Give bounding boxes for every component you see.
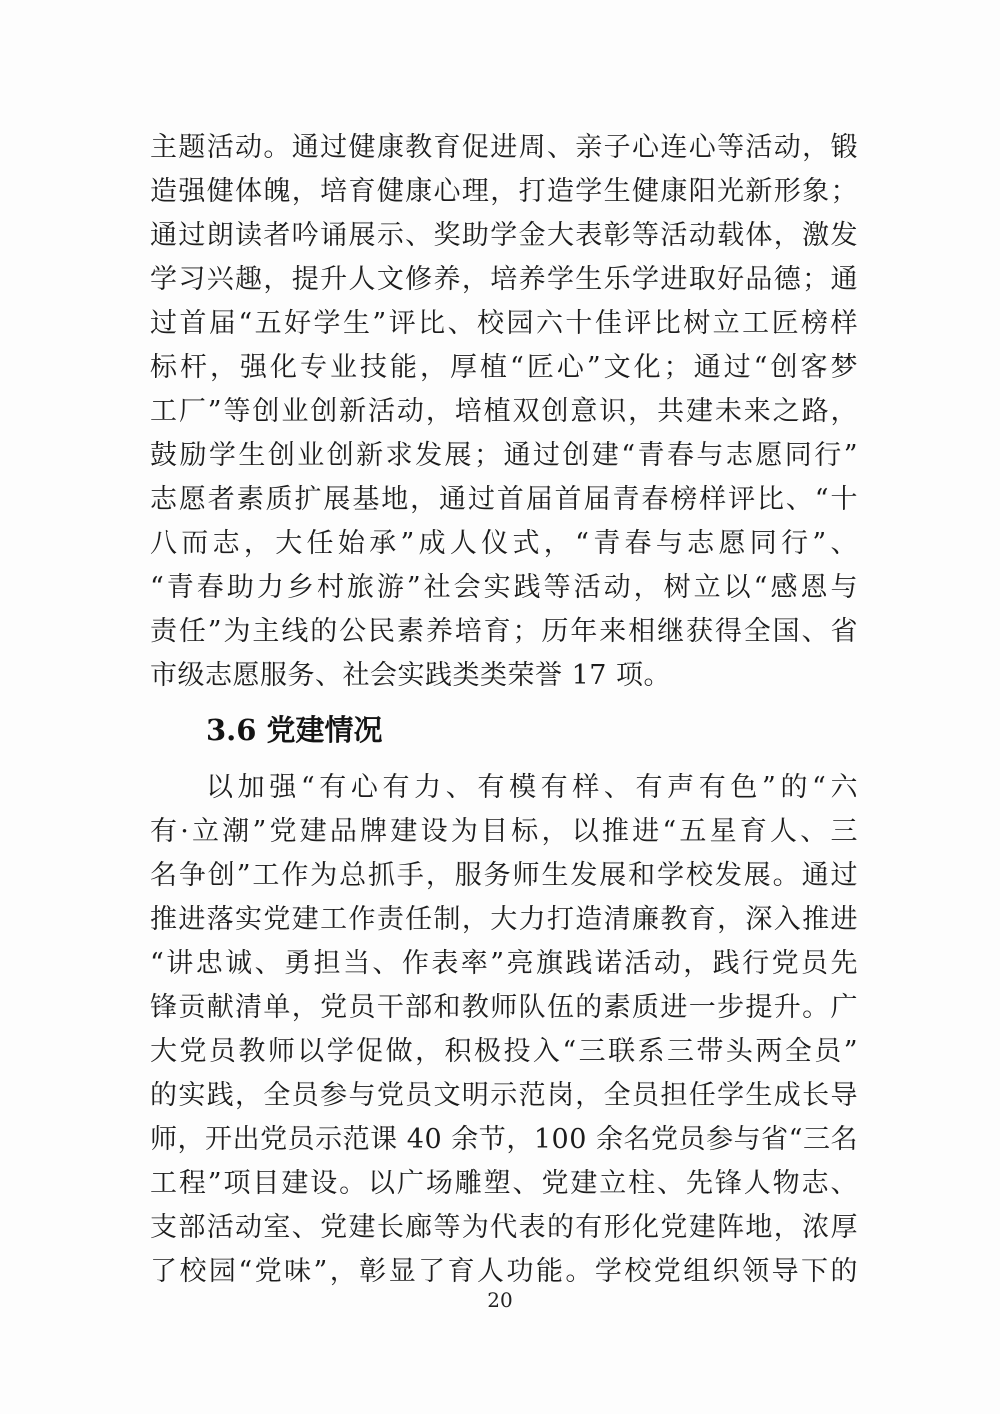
text-line: 通过朗读者吟诵展示、奖助学金大表彰等活动载体，激发: [150, 220, 858, 251]
text-line: 师，开出党员示范课 40 余节，100 余名党员参与省“三名: [150, 1124, 858, 1155]
text-line: 过首届“五好学生”评比、校园六十佳评比树立工匠榜样: [150, 308, 858, 339]
page-number: 20: [487, 1288, 513, 1312]
paragraph-student-activities: [150, 126, 858, 698]
text-line: 造强健体魄，培育健康心理，打造学生健康阳光新形象；: [150, 176, 858, 207]
text-line: 名争创”工作为总抓手，服务师生发展和学校发展。通过: [150, 860, 858, 891]
text-line: 大党员教师以学促做，积极投入“三联系三带头两全员”: [150, 1036, 858, 1067]
text-line: “青春助力乡村旅游”社会实践等活动，树立以“感恩与: [150, 572, 858, 603]
text-line: 市级志愿服务、社会实践类类荣誉 17 项。: [150, 660, 672, 691]
text-line: 工程”项目建设。以广场雕塑、党建立柱、先锋人物志、: [150, 1168, 858, 1199]
paragraph-party-building: [150, 766, 858, 1294]
text-line: 鼓励学生创业创新求发展；通过创建“青春与志愿同行”: [150, 440, 858, 471]
document-body: [150, 126, 858, 1294]
text-line: “讲忠诚、勇担当、作表率”亮旗践诺活动，践行党员先: [150, 948, 858, 979]
text-line: 八而志，大任始承”成人仪式，“青春与志愿同行”、: [150, 528, 858, 559]
text-line: 支部活动室、党建长廊等为代表的有形化党建阵地，浓厚: [150, 1212, 858, 1243]
text-line: 主题活动。通过健康教育促进周、亲子心连心等活动，锻: [150, 132, 858, 163]
text-line: 学习兴趣，提升人文修养，培养学生乐学进取好品德；通: [150, 264, 858, 295]
text-line: 志愿者素质扩展基地，通过首届首届青春榜样评比、“十: [150, 484, 858, 515]
text-line: 责任”为主线的公民素养培育；历年来相继获得全国、省: [150, 616, 858, 647]
text-line: 有·立潮”党建品牌建设为目标，以推进“五星育人、三: [150, 816, 858, 847]
text-line: 锋贡献清单，党员干部和教师队伍的素质进一步提升。广: [150, 992, 858, 1023]
text-line: 推进落实党建工作责任制，大力打造清廉教育，深入推进: [150, 904, 858, 935]
text-line: 标杆，强化专业技能，厚植“匠心”文化；通过“创客梦: [150, 352, 858, 383]
text-line: 了校园“党味”，彰显了育人功能。学校党组织领导下的: [150, 1256, 858, 1287]
section-heading-3-6: 3.6 党建情况: [206, 713, 383, 747]
text-line: 的实践，全员参与党员文明示范岗，全员担任学生成长导: [150, 1080, 858, 1111]
text-line: 工厂”等创业创新活动，培植双创意识，共建未来之路，: [150, 396, 858, 427]
text-line: 以加强“有心有力、有模有样、有声有色”的“六: [206, 772, 858, 803]
